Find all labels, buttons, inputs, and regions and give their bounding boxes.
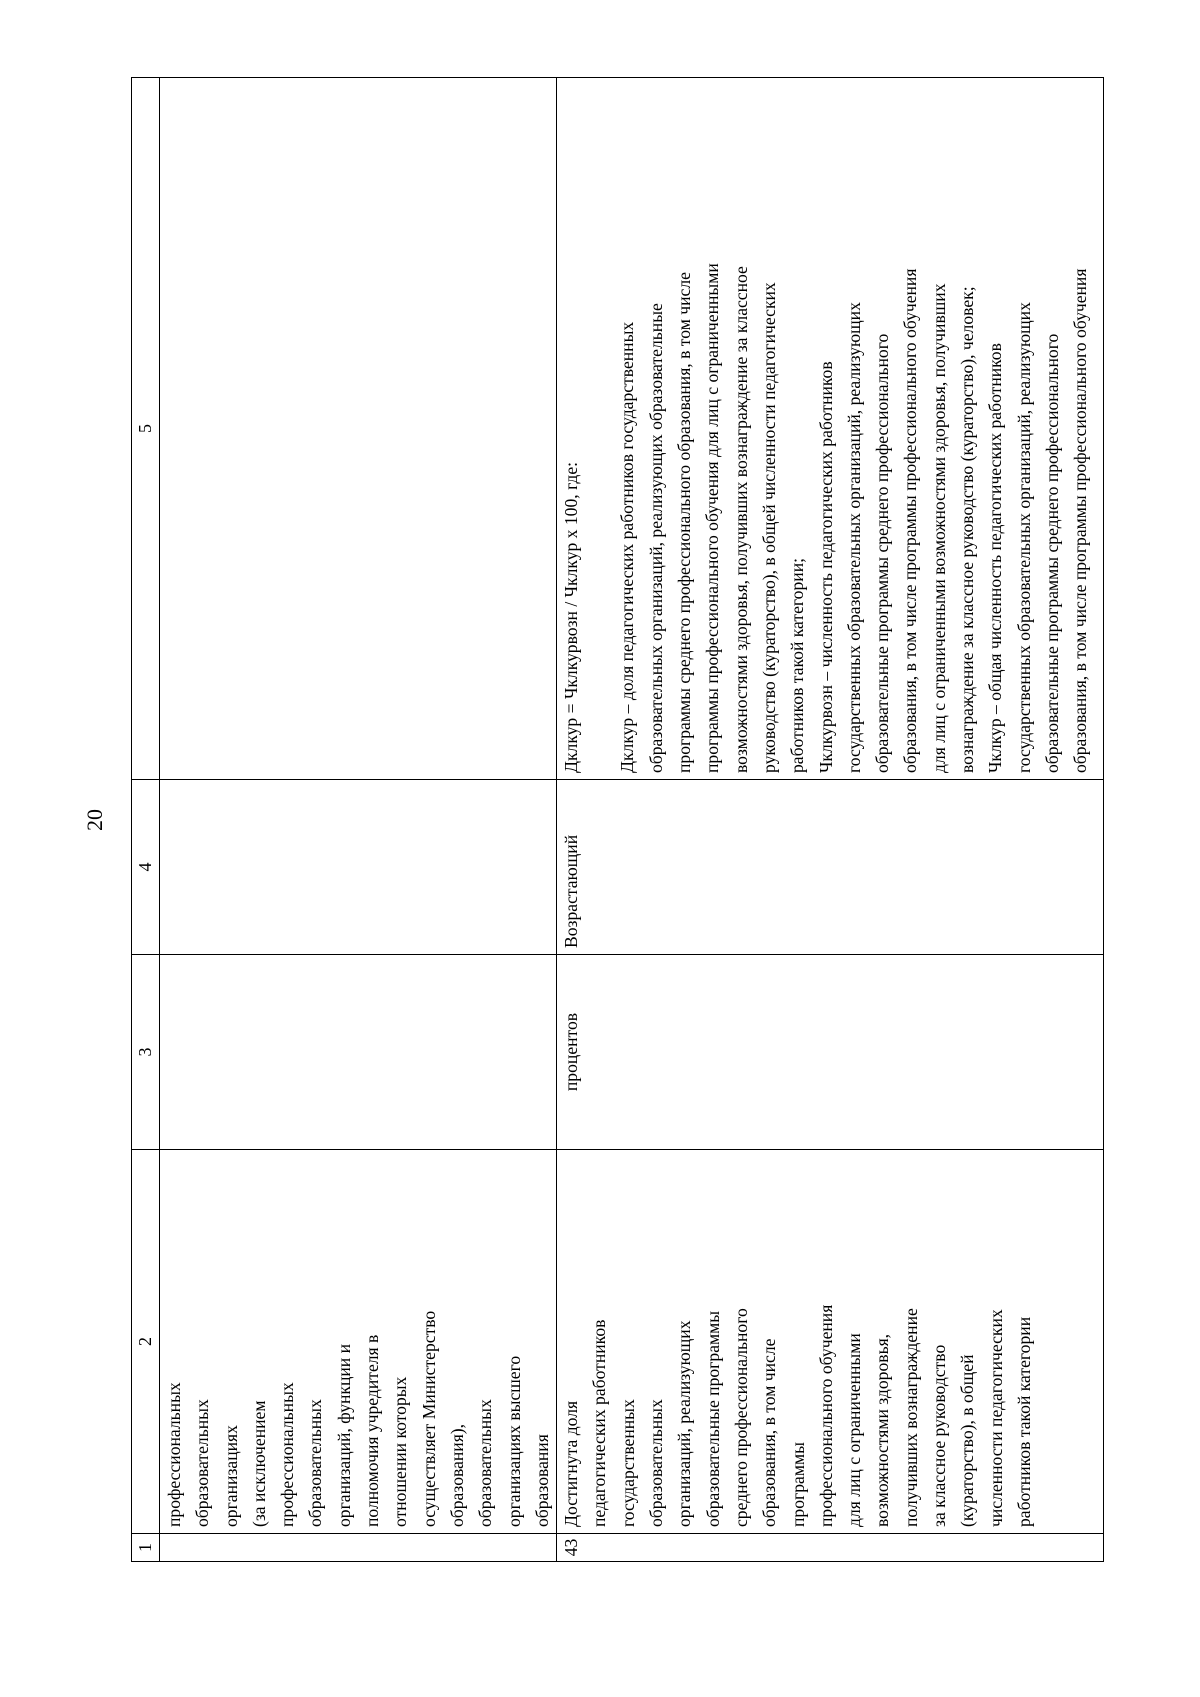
indicator-name-cell xyxy=(160,1150,557,1534)
text-line: получивших вознаграждение xyxy=(900,1308,921,1527)
text-line: работников такой категории xyxy=(1013,1316,1034,1527)
methodology-cell xyxy=(557,78,1104,780)
text-line: образования, в том числе xyxy=(759,1338,780,1527)
text-line: государственных образовательных организаций, реализующих xyxy=(843,302,864,773)
trend-cell xyxy=(160,780,557,955)
text-line: Достигнута доля xyxy=(561,1400,582,1527)
text-line: программы xyxy=(787,1442,808,1527)
text-line: организациях высшего xyxy=(503,1355,524,1527)
indicator-name-cell xyxy=(557,1150,1104,1534)
trend-cell: Возрастающий xyxy=(557,780,1104,955)
text-line: государственных xyxy=(617,1399,638,1527)
header-cell-4: 4 xyxy=(132,780,160,955)
row-number-cell: 43 xyxy=(557,1534,1104,1562)
text-line: за классное руководство xyxy=(929,1344,950,1527)
text-line: программы среднего профессионального образования, в том числе xyxy=(674,272,695,773)
text-line: организаций, функции и xyxy=(333,1343,354,1527)
row-number-cell xyxy=(160,1534,557,1562)
spacer xyxy=(585,84,613,773)
text-line: образования, в том числе программы профессионального обучения xyxy=(900,268,921,773)
text-line: образования, в том числе программы профессионального обучения xyxy=(1070,268,1091,773)
header-cell-1: 1 xyxy=(132,1534,160,1562)
text-line: среднего профессионального xyxy=(730,1308,751,1527)
text-line: руководство (кураторство), в общей численности педагогических xyxy=(758,282,779,773)
text-line: программы профессионального обучения для лиц с ограниченными xyxy=(702,263,723,773)
text-line: (за исключением xyxy=(248,1400,269,1527)
text-line: профессиональных xyxy=(277,1382,298,1527)
text-line: образовательных xyxy=(646,1399,667,1527)
text-line: возможностями здоровья, xyxy=(872,1333,893,1527)
header-cell-2: 2 xyxy=(132,1150,160,1534)
table-row xyxy=(557,78,1104,1562)
text-line: Чклкур – общая численность педагогических работников xyxy=(985,343,1006,773)
text-line: организациях xyxy=(220,1425,241,1527)
formula: Дклкур = Чклкурвозн / Чклкур x 100, где: xyxy=(561,461,582,773)
text-line: педагогических работников xyxy=(589,1319,610,1527)
text-line: организаций, реализующих xyxy=(674,1320,695,1527)
text-line: осуществляет Министерство xyxy=(418,1310,439,1527)
text-line: образовательные программы среднего профессионального xyxy=(872,333,893,773)
rotated-table-container xyxy=(131,78,1108,1562)
header-cell-5: 5 xyxy=(132,78,160,780)
text-line: профессиональных xyxy=(164,1382,184,1527)
table-row xyxy=(160,78,557,1562)
text-line: образовательных xyxy=(192,1399,213,1527)
text-line: возможностями здоровья, получивших вознаграждение за классное xyxy=(730,266,751,773)
page-number: 20 xyxy=(82,809,107,831)
text-line: образовательные программы среднего профессионального xyxy=(1041,333,1062,773)
text-line: отношении которых xyxy=(390,1376,411,1527)
text-line: профессионального обучения xyxy=(815,1304,836,1527)
header-cell-3: 3 xyxy=(132,955,160,1150)
text-line: (кураторство), в общей xyxy=(957,1354,978,1527)
text-line: численности педагогических xyxy=(985,1309,1006,1527)
text-line: образовательных xyxy=(305,1399,326,1527)
text-line: образовательных организаций, реализующих образовательные xyxy=(645,303,666,773)
text-line: работников такой категории; xyxy=(787,558,808,773)
text-line: Чклкурвозн – численность педагогических работников xyxy=(815,361,836,773)
unit-cell xyxy=(160,955,557,1150)
text-line: образовательных xyxy=(475,1399,496,1527)
text-line: для лиц с ограниченными xyxy=(844,1333,865,1527)
text-line: Дклкур – доля педагогических работников государственных xyxy=(617,321,638,773)
unit-cell: процентов xyxy=(557,955,1104,1150)
methodology-cell xyxy=(160,78,557,780)
header-row xyxy=(132,78,160,1562)
text-line: полномочия учредителя в xyxy=(362,1334,383,1527)
text-line: образования), xyxy=(446,1423,467,1527)
text-line: образования xyxy=(531,1434,552,1527)
text-line: вознаграждение за классное руководство (кураторство), человек; xyxy=(957,286,978,773)
text-line: образовательные программы xyxy=(702,1310,723,1527)
text-line: для лиц с ограниченными возможностями здоровья, получивших xyxy=(928,283,949,773)
indicator-table xyxy=(131,77,1104,1562)
text-line: государственных образовательных организаций, реализующих xyxy=(1013,302,1034,773)
